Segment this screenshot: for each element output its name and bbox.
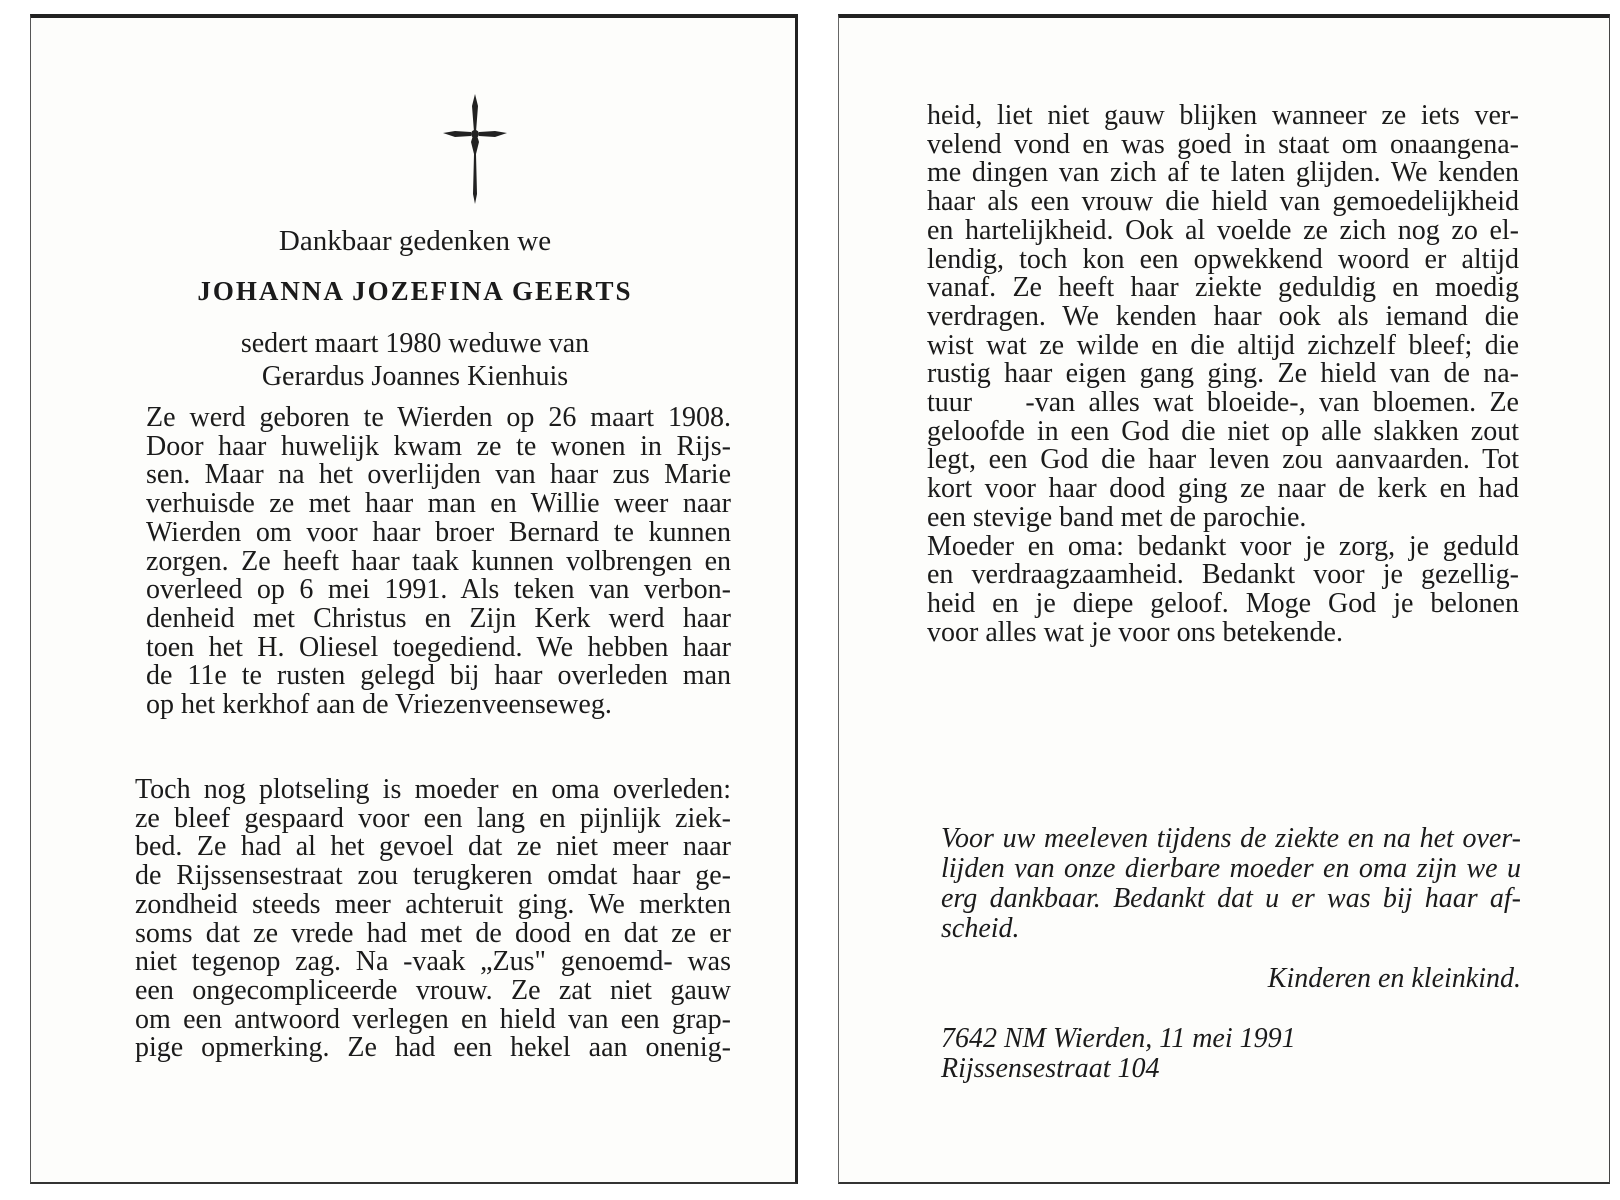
text-line: legt, een God die haar leven zou aanvaarden. Tot [927, 444, 1519, 476]
text-line: en verdraagzaamheid. Bedankt voor je gezellig- [927, 559, 1519, 591]
text-line: denheid met Christus en Zijn Kerk werd haar [146, 602, 731, 634]
text-line: verhuisde ze met haar man en Willie weer naar [146, 488, 731, 520]
address-date: 7642 NM Wierden, 11 mei 1991 [941, 1023, 1296, 1054]
text-line: lendig, toch kon een opwekkend woord er altijd [927, 243, 1519, 275]
text-line: wist wat ze wilde en die altijd zichzelf bleef; die [927, 329, 1519, 361]
text-line: zondheid steeds meer achteruit ging. We merkten [135, 888, 731, 920]
right-card [838, 14, 1610, 1184]
text-line: me dingen van zich af te laten glijden. We kenden [927, 157, 1519, 189]
text-line: erg dankbaar. Bedankt dat u er was bij haar af- [941, 883, 1521, 914]
text-line: Wierden om voor haar broer Bernard te kunnen [146, 516, 731, 548]
left-card [30, 14, 798, 1184]
text-line: overleed op 6 mei 1991. Als teken van verbon- [146, 574, 731, 606]
text-line: heid, liet niet gauw blijken wanneer ze iets ver- [927, 100, 1519, 131]
memorial-continuation [927, 102, 1519, 647]
memorial-paragraph [135, 776, 731, 1063]
text-line: op het kerkhof aan de Vriezenveenseweg. [146, 689, 612, 721]
text-line: Door haar huwelijk kwam ze te wonen in Rijs- [146, 430, 731, 462]
text-line: een ongecompliceerde vrouw. Ze zat niet gauw [135, 974, 731, 1006]
text-line: bed. Ze had al het gevoel dat ze niet meer naar [135, 831, 731, 863]
text-line: vanaf. Ze heeft haar ziekte geduldig en moedig [927, 272, 1519, 304]
biography-paragraph [146, 404, 731, 720]
text-line: lijden van onze dierbare moeder en oma zijn we u [941, 853, 1521, 884]
text-line: verdragen. We kenden haar ook als iemand die [927, 300, 1519, 332]
text-line: haar als een vrouw die hield van gemoedelijkheid [927, 186, 1519, 218]
text-line: pige opmerking. Ze had een hekel aan onenig- [135, 1032, 731, 1064]
text-line: kort voor haar dood ging ze naar de kerk en had [927, 473, 1519, 505]
text-line: ze bleef gespaard voor een lang en pijnlijk ziek- [135, 802, 731, 834]
text-line: velend vond en was goed in staat om onaangena- [927, 128, 1519, 160]
spouse-name: Gerardus Joannes Kienhuis [261, 361, 569, 392]
widow-line: sedert maart 1980 weduwe van [240, 328, 590, 359]
text-line: niet tegenop zag. Na -vaak „Zus" genoemd- was [135, 946, 731, 978]
text-line: voor alles wat je voor ons betekende. [927, 616, 1343, 648]
text-line: Voor uw meeleven tijdens de ziekte en na het over- [941, 823, 1521, 854]
thanks-message [941, 824, 1521, 944]
text-line: toen het H. Oliesel toegediend. We hebben haar [146, 631, 731, 663]
text-line: een stevige band met de parochie. [927, 501, 1307, 533]
text-line: de Rijssensestraat zou terugkeren omdat haar ge- [135, 860, 731, 892]
text-line: en hartelijkheid. Ook al voelde ze zich nog zo el- [927, 214, 1519, 246]
deceased-name: JOHANNA JOZEFINA GEERTS [197, 276, 633, 306]
text-line: soms dat ze vrede had met de dood en dat ze er [135, 917, 731, 949]
text-line: Toch nog plotseling is moeder en oma overleden: [135, 774, 731, 805]
text-line: geloofde in een God die niet op alle slakken zout [927, 415, 1519, 447]
text-line: scheid. [941, 913, 1020, 944]
text-line: zorgen. Ze heeft haar taak kunnen volbrengen en [146, 545, 731, 577]
text-line: tuur -van alles wat bloeide-, van bloemen. Ze [927, 387, 1519, 419]
signature: Kinderen en kleinkind. [1267, 963, 1521, 994]
text-line: heid en je diepe geloof. Moge God je belonen [927, 587, 1519, 619]
cross-icon [443, 94, 507, 204]
text-line: om een antwoord verlegen en hield van een grap- [135, 1003, 731, 1035]
text-line: Ze werd geboren te Wierden op 26 maart 1908. [146, 402, 731, 433]
text-line: sen. Maar na het overlijden van haar zus Marie [146, 459, 731, 491]
address-street: Rijssensestraat 104 [941, 1053, 1160, 1084]
intro-text: Dankbaar gedenken we [278, 225, 552, 257]
text-line: de 11e te rusten gelegd bij haar overleden man [146, 660, 731, 692]
text-line: rustig haar eigen gang ging. Ze hield van de na- [927, 358, 1519, 390]
text-line: Moeder en oma: bedankt voor je zorg, je geduld [927, 530, 1519, 562]
